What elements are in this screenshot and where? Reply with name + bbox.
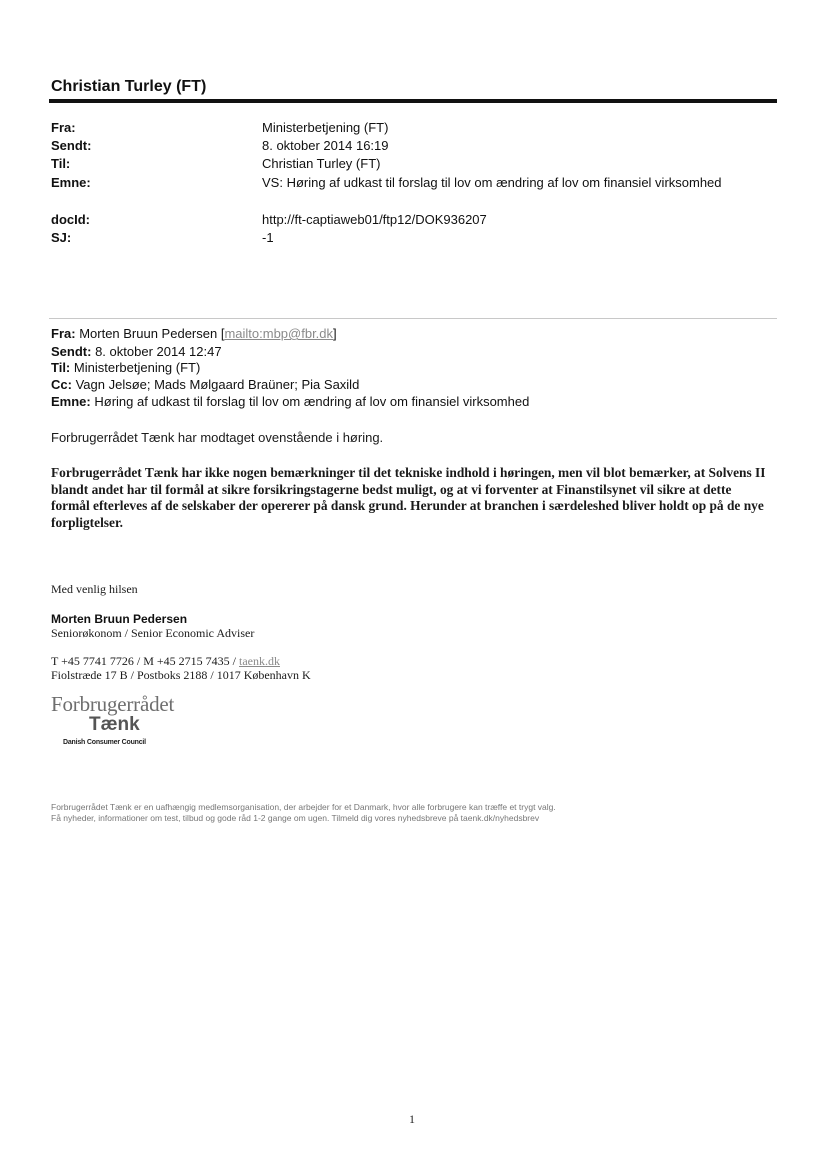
fwd-cc-line — [51, 377, 359, 392]
header-label-docid: docId: — [51, 212, 90, 227]
fwd-mailto-link[interactable]: mailto:mbp@fbr.dk — [224, 326, 334, 341]
fwd-from-label: Fra: — [51, 326, 76, 341]
header-label-to: Til: — [51, 156, 71, 171]
fwd-sent-line — [51, 344, 222, 359]
fwd-cc-value: Vagn Jelsøe; Mads Mølgaard Braüner; Pia Saxild — [75, 377, 360, 392]
footer-line-1: Forbrugerrådet Tænk er en uafhængig medlemsorganisation, der arbejder for et Danmark, hvor alle forbrugere kan træffe et trygt valg. — [51, 802, 556, 812]
signature-title: Seniorøkonom / Senior Economic Adviser — [51, 626, 255, 640]
fwd-bracket-close: ] — [333, 326, 337, 341]
fwd-cc-label: Cc: — [51, 377, 72, 392]
footer-line-2: Få nyheder, informationer om test, tilbud og gode råd 1-2 gange om ugen. Tilmeld dig vores nyhedsbreve på taenk.dk/nyhedsbrev — [51, 813, 540, 823]
header-label-from: Fra: — [51, 120, 76, 135]
divider — [49, 318, 777, 319]
fwd-subject-value: Høring af udkast til forslag til lov om ændring af lov om finansiel virksomhed — [94, 394, 530, 409]
fwd-sent-value: 8. oktober 2014 12:47 — [95, 344, 222, 359]
signature-greeting: Med venlig hilsen — [51, 582, 138, 596]
page-header-name: Christian Turley (FT) — [51, 78, 207, 95]
header-value-to: Christian Turley (FT) — [262, 156, 381, 171]
fwd-from-line — [51, 326, 337, 341]
fwd-sent-label: Sendt: — [51, 344, 92, 359]
signature-name: Morten Bruun Pedersen — [51, 612, 188, 626]
signature-address: Fiolstræde 17 B / Postboks 2188 / 1017 København K — [51, 668, 311, 682]
header-value-sj: -1 — [262, 230, 274, 245]
logo-wordmark: Forbrugerrådet — [51, 692, 175, 716]
fwd-to-value: Ministerbetjening (FT) — [73, 360, 201, 375]
fwd-to-line — [51, 360, 200, 375]
body-paragraph: Forbrugerrådet Tænk har ikke nogen bemærkninger til det tekniske indhold i høringen, men vil blot bemærker, at Solvens II blandt andet har til formål at sikre forsikringstagerne bedst muligt, og at vi forventer at Finanstilsynet vil sikre at dette formål efterleves af de selskaber der opererer på dansk grund. Herunder at branchen i særdeleshed bliver holdt op på de nye forpligtelser. — [51, 465, 766, 530]
header-value-docid[interactable]: http://ft-captiaweb01/ftp12/DOK936207 — [262, 212, 487, 227]
header-label-sj: SJ: — [51, 230, 72, 245]
page-number: 1 — [409, 1112, 415, 1126]
header-label-subject: Emne: — [51, 175, 91, 190]
header-rule — [49, 99, 777, 103]
fwd-subject-line — [51, 394, 529, 409]
fwd-subject-label: Emne: — [51, 394, 91, 409]
logo-taenk: Tænk — [89, 714, 140, 735]
header-label-sent: Sendt: — [51, 138, 92, 153]
header-value-from: Ministerbetjening (FT) — [262, 120, 389, 135]
header-value-sent: 8. oktober 2014 16:19 — [262, 138, 389, 153]
header-value-subject: VS: Høring af udkast til forslag til lov om ændring af lov om finansiel virksomhed — [262, 175, 722, 190]
fwd-bracket-open: [ — [220, 326, 225, 341]
logo-tagline: Danish Consumer Council — [63, 739, 146, 746]
fwd-from-value: Morten Bruun Pedersen — [79, 326, 221, 341]
body-intro: Forbrugerrådet Tænk har modtaget ovenstående i høring. — [51, 430, 384, 445]
fwd-to-label: Til: — [51, 360, 71, 375]
signature-phone-line — [51, 654, 280, 669]
signature-phone: T +45 7741 7726 / M +45 2715 7435 / — [51, 654, 239, 668]
signature-web-link[interactable]: taenk.dk — [239, 654, 280, 668]
